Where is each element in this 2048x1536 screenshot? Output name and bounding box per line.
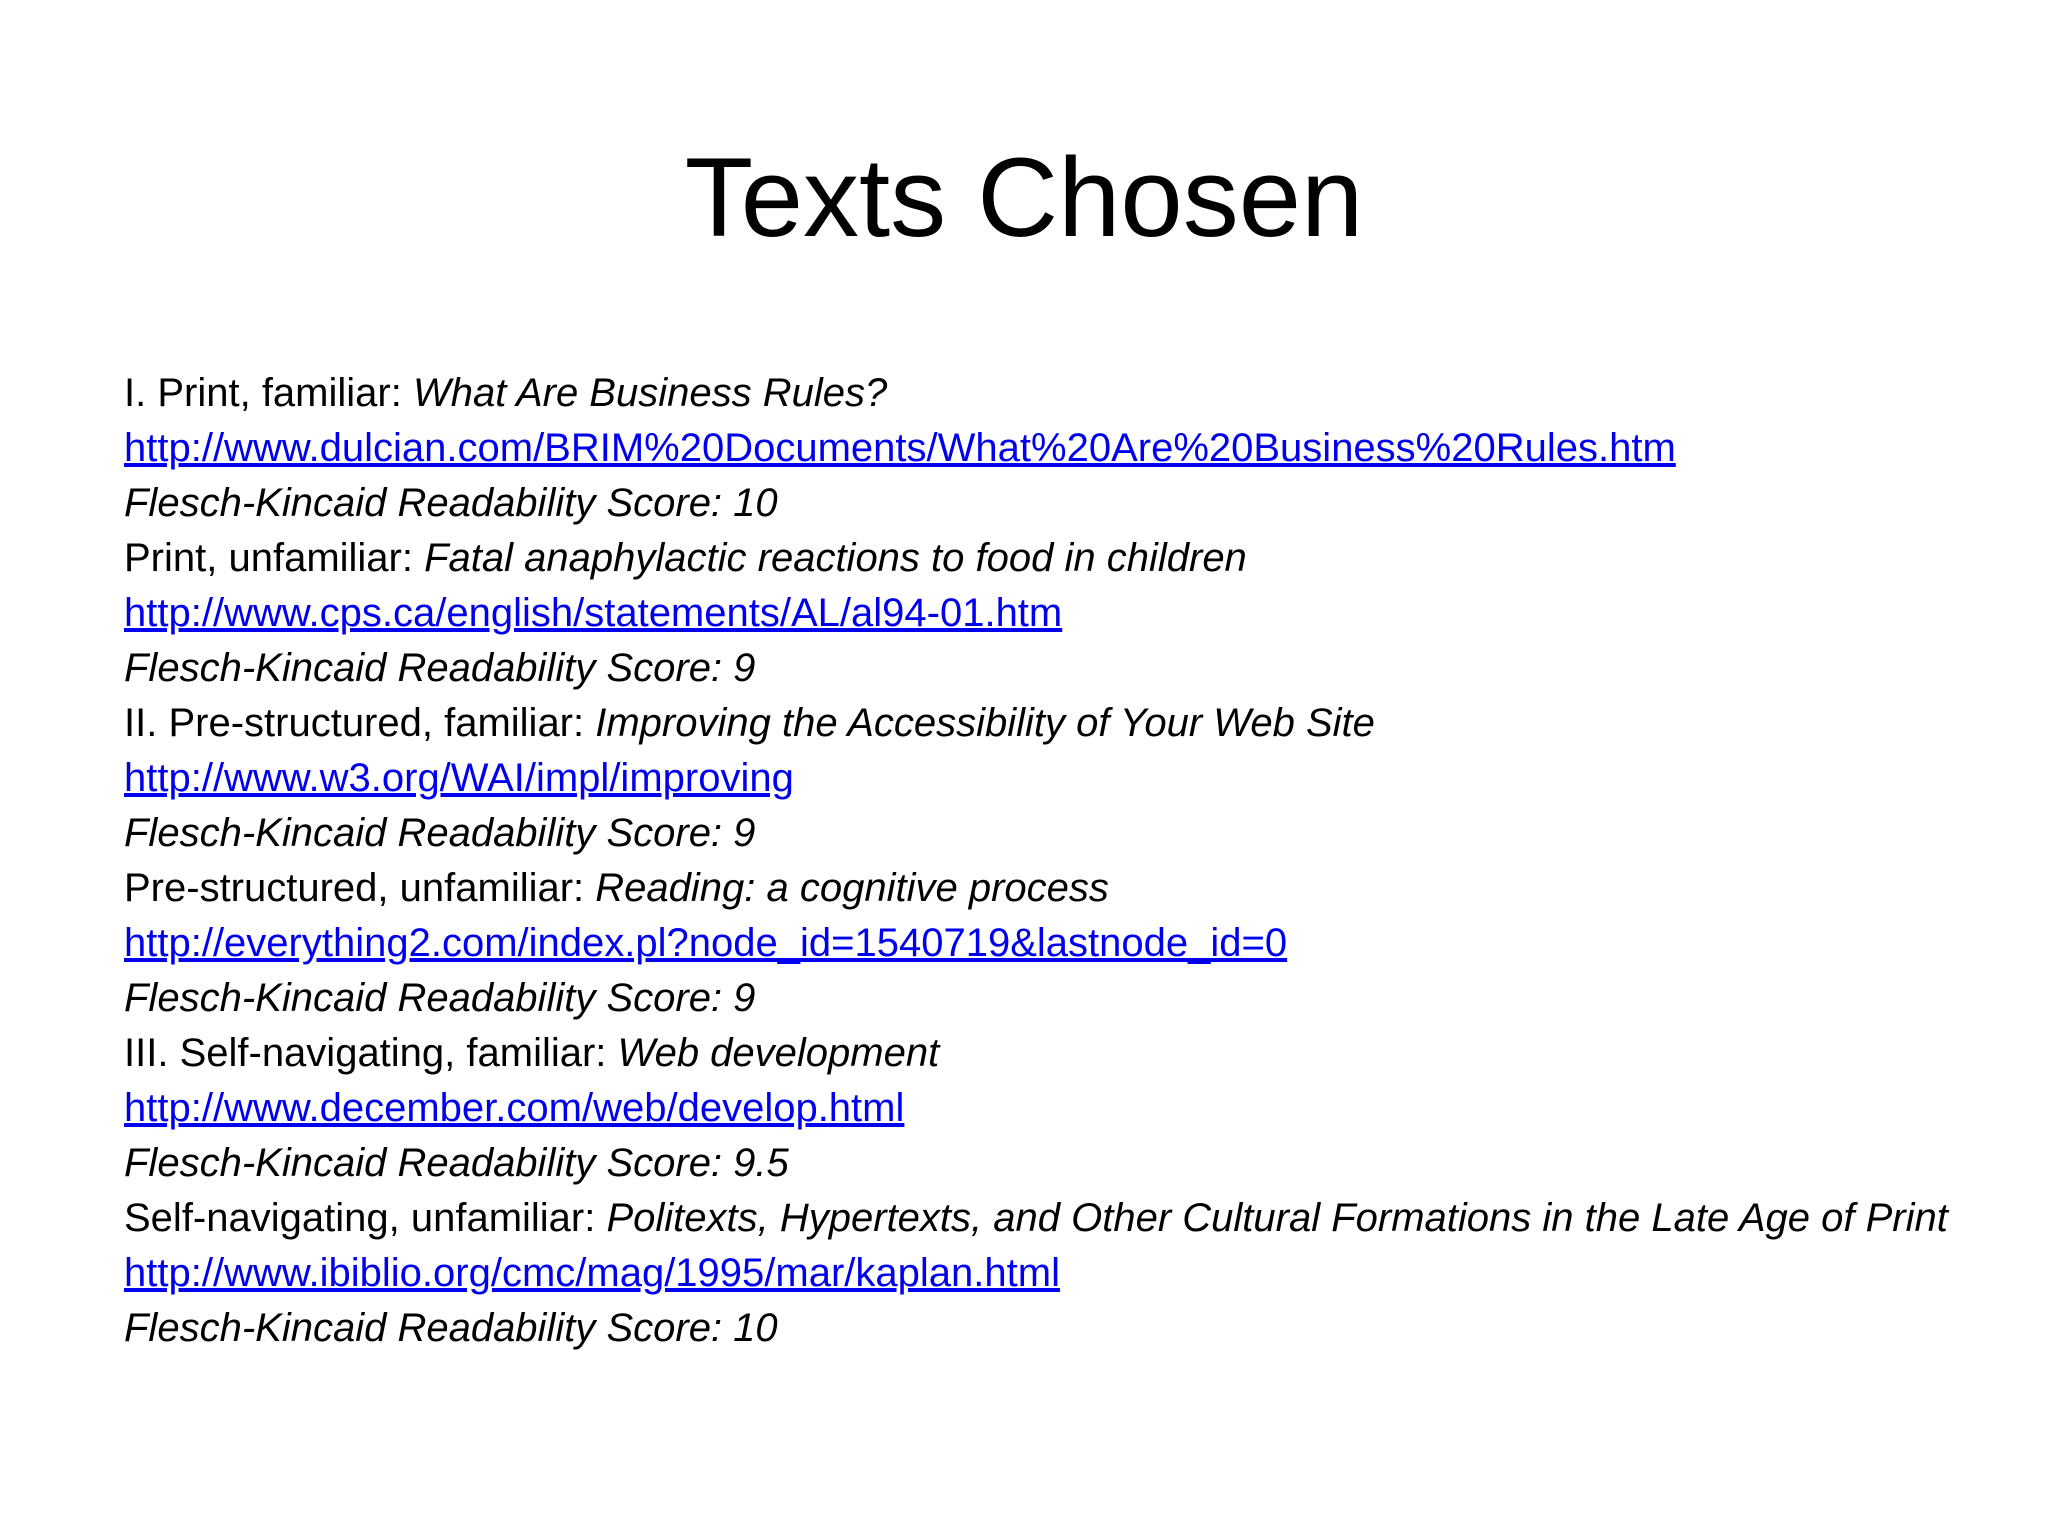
- text-link[interactable]: http://www.dulcian.com/BRIM%20Documents/What%20Are%20Business%20Rules.htm: [124, 426, 1676, 470]
- readability-score: Flesch-Kincaid Readability Score: 9.5: [124, 1141, 789, 1185]
- category-label: III. Self-navigating, familiar:: [124, 1031, 618, 1075]
- text-link[interactable]: http://www.december.com/web/develop.html: [124, 1086, 905, 1130]
- text-entry-link-row: [124, 751, 1954, 806]
- text-link[interactable]: http://www.ibiblio.org/cmc/mag/1995/mar/kaplan.html: [124, 1251, 1060, 1295]
- readability-score: Flesch-Kincaid Readability Score: 9: [124, 646, 756, 690]
- text-link[interactable]: http://www.w3.org/WAI/impl/improving: [124, 756, 794, 800]
- text-title: Web development: [617, 1031, 940, 1075]
- readability-score: Flesch-Kincaid Readability Score: 10: [124, 1306, 778, 1350]
- slide-title: Texts Chosen: [684, 135, 1364, 260]
- text-title: Improving the Accessibility of Your Web Site: [595, 701, 1375, 745]
- readability-score: Flesch-Kincaid Readability Score: 10: [124, 481, 778, 525]
- text-entry-link-row: [124, 586, 1954, 641]
- text-link[interactable]: http://www.cps.ca/english/statements/AL/al94-01.htm: [124, 591, 1063, 635]
- text-entry-link-row: [124, 421, 1954, 476]
- category-label: Pre-structured, unfamiliar:: [124, 866, 596, 910]
- text-entry-heading: [124, 861, 1954, 916]
- category-label: Print, unfamiliar:: [124, 536, 425, 580]
- text-link[interactable]: http://everything2.com/index.pl?node_id=1540719&lastnode_id=0: [124, 921, 1288, 965]
- text-title: Fatal anaphylactic reactions to food in children: [424, 536, 1247, 580]
- text-entry-link-row: [124, 1081, 1954, 1136]
- text-title: What Are Business Rules?: [412, 371, 888, 415]
- readability-score: Flesch-Kincaid Readability Score: 9: [124, 976, 756, 1020]
- text-entry-heading: [124, 1196, 1954, 1240]
- text-entry-heading: [124, 1026, 1954, 1081]
- text-entry-link-row: [124, 916, 1954, 971]
- text-list: [124, 366, 1954, 1356]
- text-entry-heading: [124, 696, 1954, 751]
- text-entry-heading: [124, 366, 1954, 421]
- text-entry-heading: [124, 531, 1954, 586]
- text-entry-link-row: [124, 1246, 1954, 1301]
- text-title: Reading: a cognitive process: [595, 866, 1109, 910]
- readability-score: Flesch-Kincaid Readability Score: 9: [124, 811, 756, 855]
- category-label: II. Pre-structured, familiar:: [124, 701, 596, 745]
- category-label: Self-navigating, unfamiliar:: [124, 1196, 607, 1240]
- category-label: I. Print, familiar:: [124, 371, 413, 415]
- text-title: Politexts, Hypertexts, and Other Cultural Formations in the Late Age of Print: [606, 1196, 1948, 1240]
